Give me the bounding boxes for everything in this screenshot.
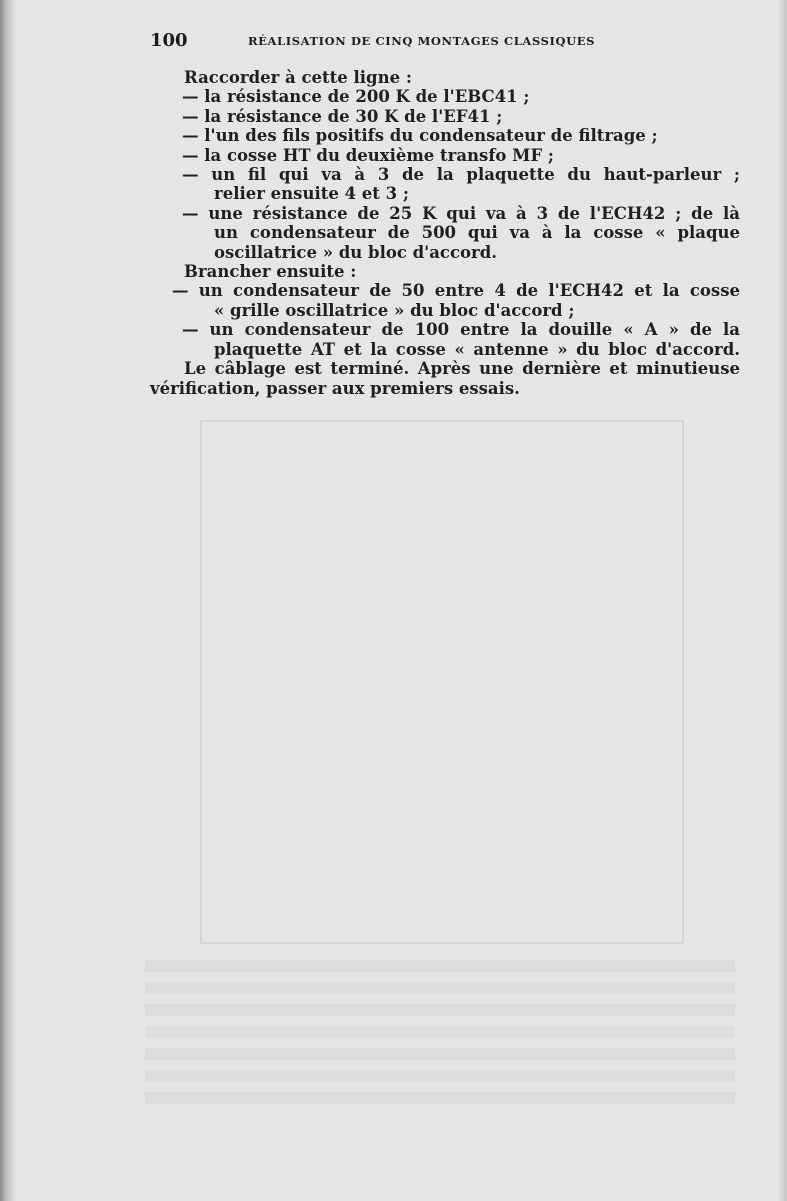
show-through-text	[145, 960, 735, 1110]
text-line: — une résistance de 25 K qui va à 3 de l'ECH42 ; de là	[182, 203, 740, 223]
text-line: Brancher ensuite :	[184, 262, 357, 282]
show-through-diagram	[200, 420, 684, 944]
text-line: — la résistance de 30 K de l'EF41 ;	[182, 106, 503, 126]
text-line: — un condensateur de 50 entre 4 de l'ECH42 et la cosse	[172, 281, 740, 301]
page-number: 100	[150, 30, 188, 51]
body-text	[150, 68, 740, 398]
page-header	[150, 30, 738, 52]
text-line: Le câblage est terminé. Après une dernière et minutieuse	[184, 359, 740, 379]
text-line: — un condensateur de 100 entre la douille « A » de la	[182, 320, 740, 340]
running-title: RÉALISATION DE CINQ MONTAGES CLASSIQUES	[248, 34, 596, 48]
text-line: Raccorder à cette ligne :	[184, 68, 412, 87]
text-line: — l'un des fils positifs du condensateur de filtrage ;	[182, 126, 658, 146]
page-edge-shadow	[777, 0, 787, 1201]
text-line: — un fil qui va à 3 de la plaquette du haut-parleur ;	[182, 165, 740, 185]
page-spine-shadow	[0, 0, 16, 1201]
text-line: plaquette AT et la cosse « antenne » du bloc d'accord.	[214, 339, 740, 359]
text-line: « grille oscillatrice » du bloc d'accord ;	[214, 300, 575, 320]
text-line: vérification, passer aux premiers essais.	[150, 378, 520, 398]
text-line: relier ensuite 4 et 3 ;	[214, 184, 409, 204]
text-line: — la résistance de 200 K de l'EBC41 ;	[182, 87, 530, 107]
text-line: oscillatrice » du bloc d'accord.	[214, 242, 497, 262]
text-line: — la cosse HT du deuxième transfo MF ;	[182, 145, 554, 165]
text-line: un condensateur de 500 qui va à la cosse « plaque	[214, 223, 740, 243]
